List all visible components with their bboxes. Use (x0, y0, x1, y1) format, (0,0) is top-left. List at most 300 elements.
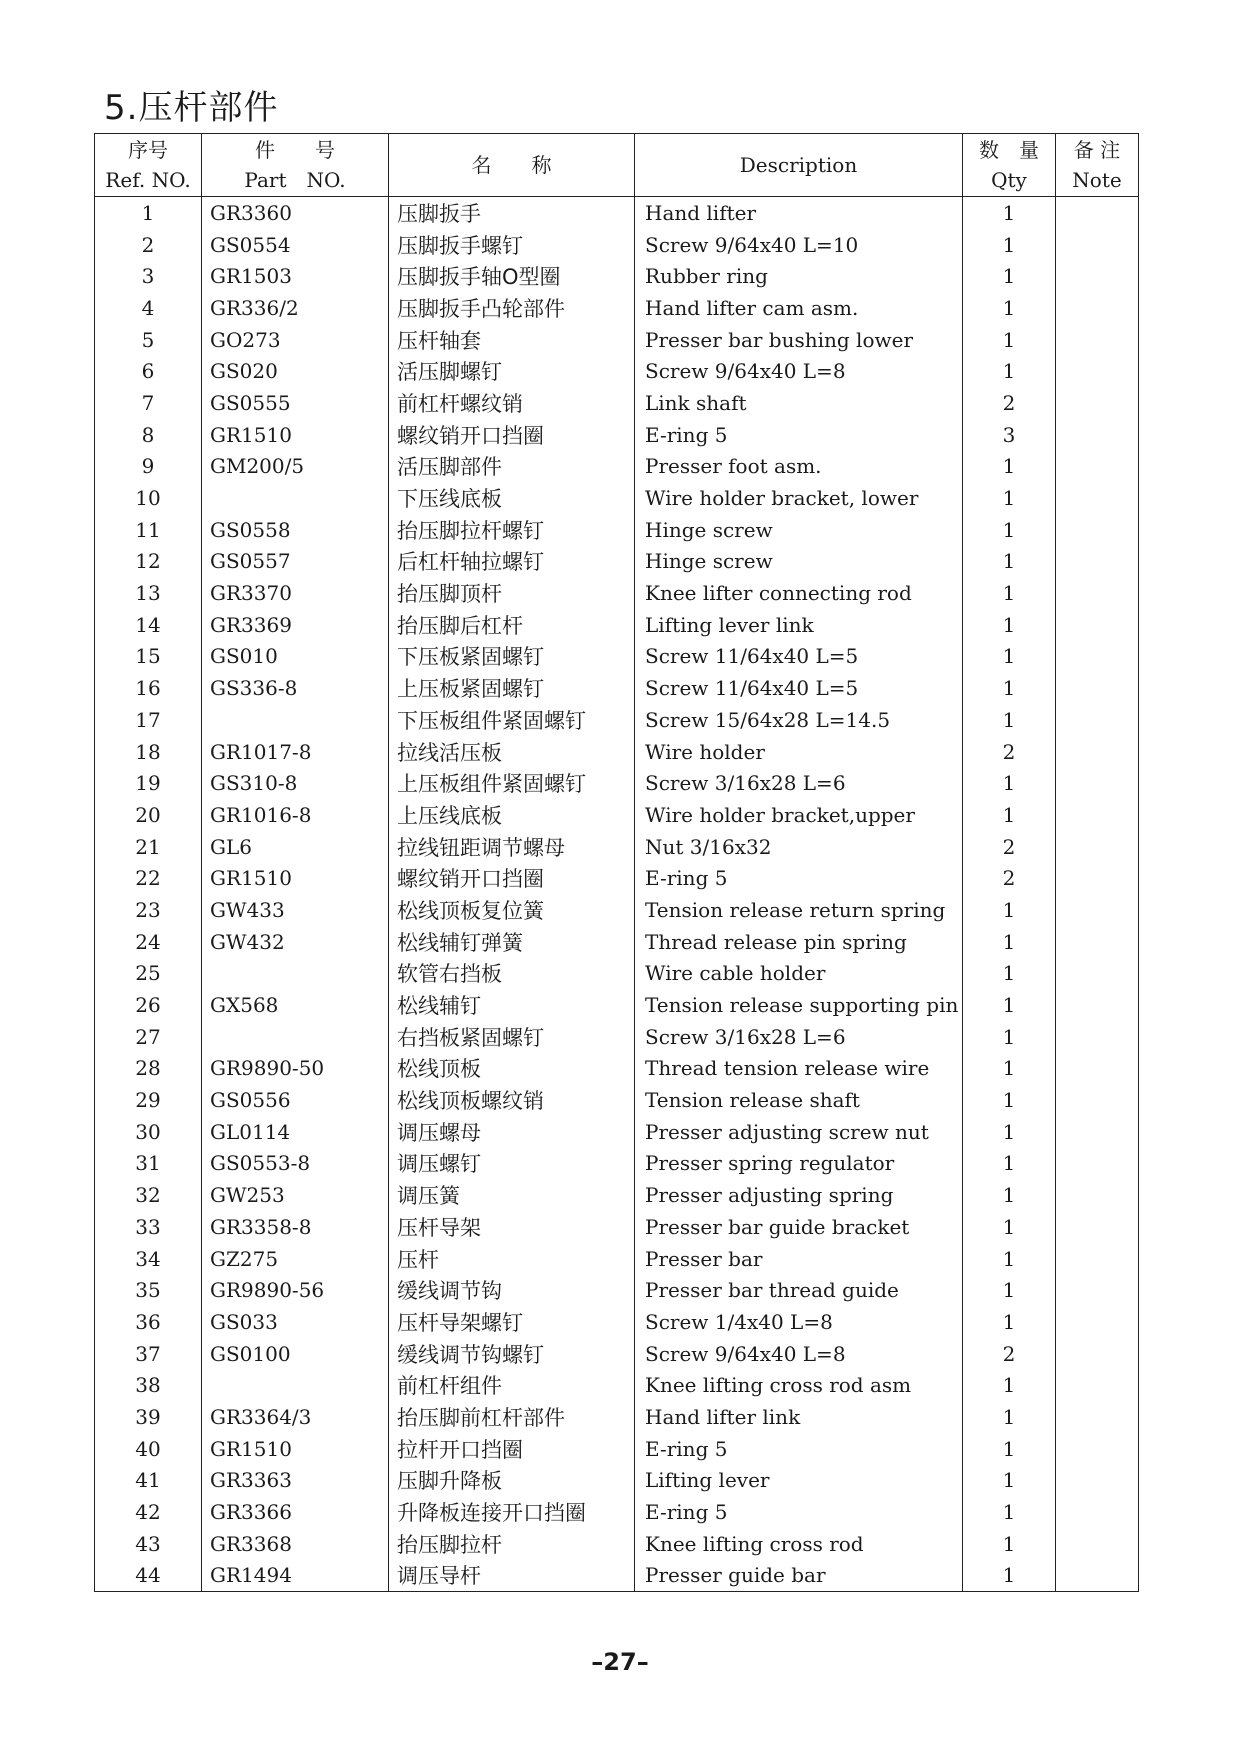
cell-description: E-ring 5 (635, 1433, 963, 1465)
cell-note (1056, 1274, 1139, 1306)
table-header-row (95, 134, 1139, 197)
table-row (95, 451, 1139, 483)
cell-note (1056, 1401, 1139, 1433)
cell-qty: 1 (963, 1148, 1056, 1180)
parts-table-body (95, 197, 1139, 1592)
cell-name-cn: 松线辅钉 (389, 989, 635, 1021)
header-ref-cn: 序号 (128, 138, 168, 162)
cell-qty: 1 (963, 1179, 1056, 1211)
cell-note (1056, 1528, 1139, 1560)
cell-part-no: GS020 (202, 355, 389, 387)
cell-qty: 1 (963, 577, 1056, 609)
header-qty-en: Qty (991, 168, 1027, 192)
table-row (95, 1148, 1139, 1180)
table-row (95, 577, 1139, 609)
cell-description: Screw 11/64x40 L=5 (635, 672, 963, 704)
cell-part-no: GL0114 (202, 1116, 389, 1148)
cell-ref: 5 (95, 324, 202, 356)
cell-name-cn: 压杆导架 (389, 1211, 635, 1243)
table-row (95, 704, 1139, 736)
cell-part-no: GS0556 (202, 1084, 389, 1116)
cell-qty: 1 (963, 704, 1056, 736)
cell-part-no: GO273 (202, 324, 389, 356)
table-row (95, 260, 1139, 292)
cell-note (1056, 926, 1139, 958)
cell-name-cn: 调压簧 (389, 1179, 635, 1211)
cell-ref: 27 (95, 1021, 202, 1053)
cell-description: Rubber ring (635, 260, 963, 292)
table-row (95, 1401, 1139, 1433)
cell-ref: 40 (95, 1433, 202, 1465)
cell-name-cn: 缓线调节钩螺钉 (389, 1338, 635, 1370)
header-part-cn: 件 号 (255, 138, 335, 162)
cell-name-cn: 抬压脚前杠杆部件 (389, 1401, 635, 1433)
cell-qty: 1 (963, 546, 1056, 578)
cell-qty: 1 (963, 767, 1056, 799)
cell-qty: 1 (963, 1021, 1056, 1053)
header-note-cn: 备 注 (1073, 138, 1121, 162)
cell-ref: 4 (95, 292, 202, 324)
cell-description: Knee lifter connecting rod (635, 577, 963, 609)
cell-part-no: GS336-8 (202, 672, 389, 704)
header-part (202, 134, 389, 197)
cell-ref: 8 (95, 419, 202, 451)
cell-part-no: GR3358-8 (202, 1211, 389, 1243)
cell-ref: 19 (95, 767, 202, 799)
cell-description: Wire holder (635, 736, 963, 768)
cell-description: Presser bar thread guide (635, 1274, 963, 1306)
cell-note (1056, 229, 1139, 261)
cell-description: Wire holder bracket,upper (635, 799, 963, 831)
cell-name-cn: 抬压脚后杠杆 (389, 609, 635, 641)
cell-ref: 21 (95, 831, 202, 863)
cell-qty: 2 (963, 1338, 1056, 1370)
cell-name-cn: 松线辅钉弹簧 (389, 926, 635, 958)
cell-name-cn: 升降板连接开口挡圈 (389, 1496, 635, 1528)
table-row (95, 1496, 1139, 1528)
cell-description: Lifting lever link (635, 609, 963, 641)
cell-name-cn: 螺纹销开口挡圈 (389, 419, 635, 451)
cell-part-no: GR1016-8 (202, 799, 389, 831)
cell-note (1056, 546, 1139, 578)
cell-name-cn: 上压板组件紧固螺钉 (389, 767, 635, 799)
cell-ref: 38 (95, 1369, 202, 1401)
cell-name-cn: 拉线活压板 (389, 736, 635, 768)
cell-ref: 41 (95, 1465, 202, 1497)
cell-description: Hinge screw (635, 546, 963, 578)
cell-qty: 1 (963, 514, 1056, 546)
cell-note (1056, 260, 1139, 292)
cell-qty: 1 (963, 1369, 1056, 1401)
cell-note (1056, 736, 1139, 768)
cell-ref: 6 (95, 355, 202, 387)
cell-part-no: GX568 (202, 989, 389, 1021)
header-name-cn: 名 称 (471, 153, 552, 177)
cell-description: Hand lifter link (635, 1401, 963, 1433)
cell-note (1056, 1243, 1139, 1275)
cell-name-cn: 前杠杆螺纹销 (389, 387, 635, 419)
cell-note (1056, 862, 1139, 894)
page-number: –27– (591, 1648, 649, 1676)
cell-note (1056, 1338, 1139, 1370)
cell-qty: 1 (963, 1433, 1056, 1465)
cell-part-no: GW433 (202, 894, 389, 926)
cell-qty: 1 (963, 1211, 1056, 1243)
cell-note (1056, 704, 1139, 736)
cell-ref: 18 (95, 736, 202, 768)
cell-description: Presser bar (635, 1243, 963, 1275)
cell-part-no: GR3370 (202, 577, 389, 609)
cell-description: Presser adjusting spring (635, 1179, 963, 1211)
cell-qty: 2 (963, 387, 1056, 419)
cell-note (1056, 1179, 1139, 1211)
table-row (95, 229, 1139, 261)
cell-qty: 1 (963, 958, 1056, 990)
cell-description: Presser foot asm. (635, 451, 963, 483)
cell-note (1056, 1021, 1139, 1053)
table-row (95, 387, 1139, 419)
cell-qty: 3 (963, 419, 1056, 451)
cell-ref: 12 (95, 546, 202, 578)
cell-description: Presser bar bushing lower (635, 324, 963, 356)
cell-note (1056, 451, 1139, 483)
cell-name-cn: 压脚升降板 (389, 1465, 635, 1497)
cell-name-cn: 调压螺钉 (389, 1148, 635, 1180)
cell-ref: 22 (95, 862, 202, 894)
cell-part-no: GL6 (202, 831, 389, 863)
cell-part-no: GR3369 (202, 609, 389, 641)
cell-part-no: GR3366 (202, 1496, 389, 1528)
table-row (95, 831, 1139, 863)
cell-name-cn: 下压线底板 (389, 482, 635, 514)
cell-part-no: GR1510 (202, 862, 389, 894)
cell-description: E-ring 5 (635, 1496, 963, 1528)
cell-note (1056, 324, 1139, 356)
cell-qty: 1 (963, 926, 1056, 958)
cell-qty: 1 (963, 672, 1056, 704)
cell-ref: 11 (95, 514, 202, 546)
cell-note (1056, 1116, 1139, 1148)
cell-description: Thread tension release wire (635, 1053, 963, 1085)
header-part-en: Part NO. (244, 168, 346, 192)
cell-description: Wire holder bracket, lower (635, 482, 963, 514)
cell-ref: 1 (95, 197, 202, 229)
cell-name-cn: 后杠杆轴拉螺钉 (389, 546, 635, 578)
header-ref (95, 134, 202, 197)
cell-qty: 1 (963, 1116, 1056, 1148)
cell-note (1056, 577, 1139, 609)
cell-name-cn: 压脚扳手轴O型圈 (389, 260, 635, 292)
cell-ref: 25 (95, 958, 202, 990)
cell-name-cn: 上压线底板 (389, 799, 635, 831)
table-row (95, 1179, 1139, 1211)
cell-part-no: GR9890-50 (202, 1053, 389, 1085)
cell-qty: 2 (963, 862, 1056, 894)
table-row (95, 641, 1139, 673)
parts-table (94, 133, 1139, 1592)
cell-qty: 1 (963, 1528, 1056, 1560)
cell-note (1056, 387, 1139, 419)
cell-note (1056, 482, 1139, 514)
cell-note (1056, 1053, 1139, 1085)
cell-description: Presser guide bar (635, 1560, 963, 1592)
header-qty-cn: 数 量 (979, 138, 1039, 162)
table-row (95, 862, 1139, 894)
cell-description: Thread release pin spring (635, 926, 963, 958)
cell-description: Screw 3/16x28 L=6 (635, 767, 963, 799)
cell-qty: 1 (963, 260, 1056, 292)
cell-qty: 1 (963, 324, 1056, 356)
cell-qty: 1 (963, 292, 1056, 324)
cell-name-cn: 调压螺母 (389, 1116, 635, 1148)
cell-description: Presser bar guide bracket (635, 1211, 963, 1243)
cell-part-no: GS0555 (202, 387, 389, 419)
cell-qty: 1 (963, 1243, 1056, 1275)
cell-qty: 1 (963, 229, 1056, 261)
table-row (95, 926, 1139, 958)
cell-description: Screw 11/64x40 L=5 (635, 641, 963, 673)
cell-name-cn: 右挡板紧固螺钉 (389, 1021, 635, 1053)
cell-note (1056, 514, 1139, 546)
cell-part-no: GZ275 (202, 1243, 389, 1275)
cell-description: Hand lifter (635, 197, 963, 229)
cell-ref: 43 (95, 1528, 202, 1560)
cell-note (1056, 292, 1139, 324)
cell-ref: 39 (95, 1401, 202, 1433)
table-row (95, 1084, 1139, 1116)
cell-part-no: GS0554 (202, 229, 389, 261)
cell-qty: 1 (963, 355, 1056, 387)
table-row (95, 894, 1139, 926)
table-row (95, 672, 1139, 704)
cell-name-cn: 抬压脚拉杆螺钉 (389, 514, 635, 546)
header-description-en: Description (739, 153, 858, 177)
cell-ref: 26 (95, 989, 202, 1021)
table-row (95, 1528, 1139, 1560)
table-row (95, 1116, 1139, 1148)
cell-ref: 37 (95, 1338, 202, 1370)
cell-note (1056, 1084, 1139, 1116)
cell-qty: 1 (963, 1084, 1056, 1116)
cell-note (1056, 355, 1139, 387)
cell-qty: 1 (963, 451, 1056, 483)
table-row (95, 1338, 1139, 1370)
cell-note (1056, 1306, 1139, 1338)
table-row (95, 1465, 1139, 1497)
cell-qty: 1 (963, 482, 1056, 514)
cell-name-cn: 拉线钮距调节螺母 (389, 831, 635, 863)
cell-part-no: GW432 (202, 926, 389, 958)
cell-description: Nut 3/16x32 (635, 831, 963, 863)
cell-description: Knee lifting cross rod asm (635, 1369, 963, 1401)
cell-part-no: GS033 (202, 1306, 389, 1338)
table-row (95, 609, 1139, 641)
cell-qty: 1 (963, 1560, 1056, 1592)
cell-description: Presser spring regulator (635, 1148, 963, 1180)
cell-name-cn: 下压板紧固螺钉 (389, 641, 635, 673)
cell-qty: 1 (963, 1306, 1056, 1338)
cell-qty: 1 (963, 894, 1056, 926)
cell-ref: 9 (95, 451, 202, 483)
cell-description: E-ring 5 (635, 862, 963, 894)
cell-name-cn: 松线顶板 (389, 1053, 635, 1085)
cell-note (1056, 672, 1139, 704)
table-row (95, 1433, 1139, 1465)
cell-note (1056, 958, 1139, 990)
cell-description: Screw 9/64x40 L=8 (635, 1338, 963, 1370)
cell-part-no: GR3363 (202, 1465, 389, 1497)
table-row (95, 1053, 1139, 1085)
cell-qty: 1 (963, 1053, 1056, 1085)
cell-qty: 1 (963, 1401, 1056, 1433)
cell-note (1056, 989, 1139, 1021)
cell-name-cn: 拉杆开口挡圈 (389, 1433, 635, 1465)
table-row (95, 419, 1139, 451)
cell-description: Tension release supporting pin (635, 989, 963, 1021)
cell-description: Link shaft (635, 387, 963, 419)
cell-part-no: GR3364/3 (202, 1401, 389, 1433)
cell-description: Knee lifting cross rod (635, 1528, 963, 1560)
cell-note (1056, 197, 1139, 229)
cell-description: Tension release return spring (635, 894, 963, 926)
cell-ref: 14 (95, 609, 202, 641)
table-row (95, 1021, 1139, 1053)
cell-qty: 2 (963, 736, 1056, 768)
table-row (95, 514, 1139, 546)
cell-note (1056, 767, 1139, 799)
table-row (95, 767, 1139, 799)
cell-part-no: GR1017-8 (202, 736, 389, 768)
cell-part-no (202, 704, 389, 736)
cell-ref: 3 (95, 260, 202, 292)
cell-description: Presser adjusting screw nut (635, 1116, 963, 1148)
cell-name-cn: 压脚扳手螺钉 (389, 229, 635, 261)
cell-name-cn: 松线顶板螺纹销 (389, 1084, 635, 1116)
header-note-en: Note (1072, 168, 1122, 192)
table-row (95, 1369, 1139, 1401)
cell-note (1056, 641, 1139, 673)
cell-ref: 44 (95, 1560, 202, 1592)
cell-name-cn: 压杆导架螺钉 (389, 1306, 635, 1338)
table-row (95, 736, 1139, 768)
cell-part-no: GS310-8 (202, 767, 389, 799)
cell-name-cn: 抬压脚拉杆 (389, 1528, 635, 1560)
cell-name-cn: 压脚扳手凸轮部件 (389, 292, 635, 324)
header-ref-en: Ref. NO. (105, 168, 191, 192)
table-row (95, 1560, 1139, 1592)
cell-note (1056, 1211, 1139, 1243)
cell-ref: 2 (95, 229, 202, 261)
cell-ref: 13 (95, 577, 202, 609)
cell-description: Lifting lever (635, 1465, 963, 1497)
table-row (95, 482, 1139, 514)
cell-qty: 2 (963, 831, 1056, 863)
cell-description: Wire cable holder (635, 958, 963, 990)
table-row (95, 324, 1139, 356)
cell-name-cn: 调压导杆 (389, 1560, 635, 1592)
cell-part-no: GS0100 (202, 1338, 389, 1370)
cell-ref: 36 (95, 1306, 202, 1338)
table-row (95, 1211, 1139, 1243)
cell-name-cn: 压杆轴套 (389, 324, 635, 356)
cell-name-cn: 抬压脚顶杆 (389, 577, 635, 609)
cell-name-cn: 上压板紧固螺钉 (389, 672, 635, 704)
cell-qty: 1 (963, 799, 1056, 831)
cell-name-cn: 前杠杆组件 (389, 1369, 635, 1401)
cell-part-no: GW253 (202, 1179, 389, 1211)
page-title: 5.压杆部件 (104, 88, 279, 128)
cell-ref: 34 (95, 1243, 202, 1275)
cell-qty: 1 (963, 609, 1056, 641)
table-row (95, 1243, 1139, 1275)
cell-ref: 17 (95, 704, 202, 736)
cell-part-no: GM200/5 (202, 451, 389, 483)
table-row (95, 355, 1139, 387)
cell-ref: 29 (95, 1084, 202, 1116)
cell-note (1056, 1369, 1139, 1401)
cell-ref: 42 (95, 1496, 202, 1528)
cell-note (1056, 419, 1139, 451)
cell-ref: 7 (95, 387, 202, 419)
cell-name-cn: 松线顶板复位簧 (389, 894, 635, 926)
table-row (95, 989, 1139, 1021)
cell-ref: 35 (95, 1274, 202, 1306)
cell-name-cn: 软管右挡板 (389, 958, 635, 990)
table-row (95, 197, 1139, 229)
table-row (95, 546, 1139, 578)
cell-ref: 15 (95, 641, 202, 673)
cell-qty: 1 (963, 1496, 1056, 1528)
table-row (95, 1306, 1139, 1338)
cell-part-no (202, 958, 389, 990)
cell-note (1056, 1465, 1139, 1497)
cell-part-no (202, 1369, 389, 1401)
table-row (95, 1274, 1139, 1306)
header-qty (963, 134, 1056, 197)
table-row (95, 799, 1139, 831)
table-row (95, 292, 1139, 324)
cell-part-no: GR9890-56 (202, 1274, 389, 1306)
cell-description: Screw 15/64x28 L=14.5 (635, 704, 963, 736)
cell-qty: 1 (963, 197, 1056, 229)
cell-ref: 23 (95, 894, 202, 926)
cell-part-no: GR1503 (202, 260, 389, 292)
cell-description: Tension release shaft (635, 1084, 963, 1116)
cell-description: Hand lifter cam asm. (635, 292, 963, 324)
cell-note (1056, 1496, 1139, 1528)
cell-ref: 30 (95, 1116, 202, 1148)
cell-note (1056, 1560, 1139, 1592)
table-row (95, 958, 1139, 990)
cell-qty: 1 (963, 1465, 1056, 1497)
cell-part-no: GR336/2 (202, 292, 389, 324)
cell-part-no (202, 1021, 389, 1053)
cell-part-no: GR3368 (202, 1528, 389, 1560)
cell-description: Screw 9/64x40 L=8 (635, 355, 963, 387)
cell-part-no: GS0557 (202, 546, 389, 578)
cell-note (1056, 609, 1139, 641)
cell-name-cn: 缓线调节钩 (389, 1274, 635, 1306)
cell-ref: 10 (95, 482, 202, 514)
cell-qty: 1 (963, 1274, 1056, 1306)
cell-note (1056, 831, 1139, 863)
cell-description: Screw 3/16x28 L=6 (635, 1021, 963, 1053)
cell-ref: 31 (95, 1148, 202, 1180)
cell-part-no: GS010 (202, 641, 389, 673)
cell-note (1056, 1433, 1139, 1465)
cell-part-no: GR1510 (202, 1433, 389, 1465)
cell-ref: 24 (95, 926, 202, 958)
